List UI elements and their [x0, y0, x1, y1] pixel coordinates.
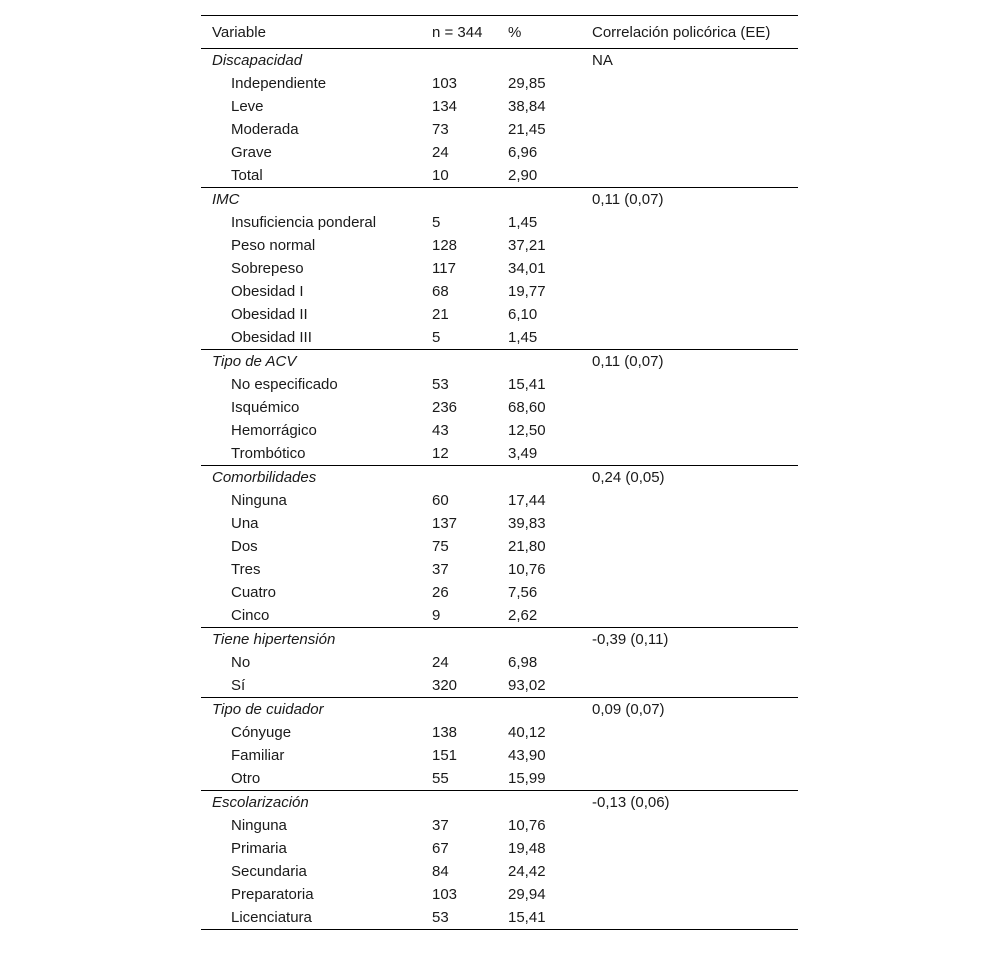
row-percent: 38,84 [508, 98, 546, 115]
row-label: Una [231, 515, 259, 532]
table-row [201, 581, 798, 604]
row-n: 26 [432, 584, 449, 601]
row-percent: 10,76 [508, 817, 546, 834]
header-correlation: Correlación policórica (EE) [592, 24, 771, 41]
group-correlation: 0,11 (0,07) [592, 191, 664, 208]
row-label: Leve [231, 98, 264, 115]
row-percent: 15,99 [508, 770, 546, 787]
row-percent: 34,01 [508, 260, 546, 277]
row-n: 37 [432, 561, 449, 578]
row-n: 103 [432, 75, 458, 92]
row-label: Moderada [231, 121, 299, 138]
row-label: Isquémico [231, 399, 300, 416]
row-n: 10 [432, 167, 449, 184]
table-row [201, 674, 798, 697]
group-row [201, 465, 798, 489]
row-percent: 19,77 [508, 283, 546, 300]
row-n: 134 [432, 98, 458, 115]
group-row [201, 790, 798, 814]
table-row [201, 535, 798, 558]
row-percent: 68,60 [508, 399, 546, 416]
table-row [201, 280, 798, 303]
row-percent: 7,56 [508, 584, 538, 601]
table-row [201, 257, 798, 280]
header-n: n = 344 [432, 24, 483, 41]
row-percent: 24,42 [508, 863, 546, 880]
row-label: Ninguna [231, 492, 287, 509]
row-label: Insuficiencia ponderal [231, 214, 377, 231]
table-row [201, 883, 798, 906]
row-label: No [231, 654, 251, 671]
row-label: Ninguna [231, 817, 287, 834]
group-correlation: 0,11 (0,07) [592, 353, 664, 370]
row-label: Obesidad II [231, 306, 308, 323]
row-label: Cónyuge [231, 724, 292, 741]
row-n: 21 [432, 306, 449, 323]
table-row [201, 721, 798, 744]
table-row [201, 651, 798, 674]
row-percent: 19,48 [508, 840, 546, 857]
group-row [201, 187, 798, 211]
table-row [201, 326, 798, 349]
table-body [201, 49, 798, 929]
row-percent: 17,44 [508, 492, 546, 509]
row-percent: 12,50 [508, 422, 546, 439]
row-percent: 15,41 [508, 376, 546, 393]
row-percent: 2,90 [508, 167, 538, 184]
row-label: Total [231, 167, 263, 184]
row-percent: 43,90 [508, 747, 546, 764]
row-percent: 93,02 [508, 677, 546, 694]
row-n: 53 [432, 376, 449, 393]
row-percent: 15,41 [508, 909, 546, 926]
table-row [201, 72, 798, 95]
row-n: 9 [432, 607, 441, 624]
row-n: 37 [432, 817, 449, 834]
row-percent: 37,21 [508, 237, 546, 254]
row-n: 5 [432, 329, 441, 346]
row-label: Obesidad III [231, 329, 312, 346]
group-correlation: 0,24 (0,05) [592, 469, 665, 486]
table-row [201, 118, 798, 141]
data-table [201, 15, 798, 930]
table-row [201, 303, 798, 326]
row-percent: 21,45 [508, 121, 546, 138]
row-percent: 2,62 [508, 607, 538, 624]
row-n: 73 [432, 121, 449, 138]
group-label: Tiene hipertensión [212, 631, 336, 648]
row-n: 5 [432, 214, 441, 231]
group-correlation: -0,13 (0,06) [592, 794, 670, 811]
group-label: Escolarización [212, 794, 309, 811]
group-row [201, 49, 798, 72]
row-label: Independiente [231, 75, 327, 92]
group-label: IMC [212, 191, 240, 208]
table-row [201, 906, 798, 929]
table-header [201, 16, 798, 49]
row-n: 68 [432, 283, 449, 300]
row-n: 320 [432, 677, 458, 694]
row-percent: 21,80 [508, 538, 546, 555]
row-label: Otro [231, 770, 261, 787]
row-label: Secundaria [231, 863, 307, 880]
row-n: 103 [432, 886, 458, 903]
group-correlation: 0,09 (0,07) [592, 701, 665, 718]
row-label: No especificado [231, 376, 338, 393]
row-n: 60 [432, 492, 449, 509]
row-label: Obesidad I [231, 283, 304, 300]
row-n: 151 [432, 747, 458, 764]
row-label: Peso normal [231, 237, 316, 254]
row-n: 43 [432, 422, 449, 439]
row-n: 75 [432, 538, 449, 555]
group-correlation: -0,39 (0,11) [592, 631, 669, 648]
row-n: 67 [432, 840, 449, 857]
row-n: 84 [432, 863, 449, 880]
row-n: 24 [432, 144, 449, 161]
row-percent: 6,98 [508, 654, 538, 671]
row-label: Primaria [231, 840, 287, 857]
row-n: 137 [432, 515, 458, 532]
table-row [201, 860, 798, 883]
table-row [201, 234, 798, 257]
table-row [201, 512, 798, 535]
row-percent: 1,45 [508, 214, 538, 231]
table-row [201, 95, 798, 118]
row-percent: 6,96 [508, 144, 538, 161]
row-label: Trombótico [231, 445, 306, 462]
row-percent: 10,76 [508, 561, 546, 578]
row-percent: 29,85 [508, 75, 546, 92]
row-n: 12 [432, 445, 449, 462]
table-row [201, 396, 798, 419]
group-label: Discapacidad [212, 52, 303, 69]
row-label: Dos [231, 538, 258, 555]
row-n: 117 [432, 260, 456, 277]
row-label: Licenciatura [231, 909, 312, 926]
table-row [201, 744, 798, 767]
group-label: Comorbilidades [212, 469, 317, 486]
table-row [201, 442, 798, 465]
row-percent: 39,83 [508, 515, 546, 532]
table-row [201, 814, 798, 837]
row-percent: 29,94 [508, 886, 546, 903]
row-label: Cinco [231, 607, 270, 624]
row-n: 24 [432, 654, 449, 671]
row-percent: 40,12 [508, 724, 546, 741]
row-label: Cuatro [231, 584, 277, 601]
table-row [201, 373, 798, 396]
table-row [201, 489, 798, 512]
table-row [201, 837, 798, 860]
row-n: 236 [432, 399, 458, 416]
group-row [201, 349, 798, 373]
row-label: Hemorrágico [231, 422, 317, 439]
group-label: Tipo de ACV [212, 353, 297, 370]
row-percent: 3,49 [508, 445, 538, 462]
table-row [201, 141, 798, 164]
group-row [201, 627, 798, 651]
table-row [201, 211, 798, 234]
row-n: 55 [432, 770, 449, 787]
table-row [201, 558, 798, 581]
row-label: Preparatoria [231, 886, 314, 903]
table-row [201, 604, 798, 627]
header-percent: % [508, 24, 522, 41]
row-label: Sobrepeso [231, 260, 304, 277]
row-label: Grave [231, 144, 272, 161]
row-label: Tres [231, 561, 261, 578]
row-n: 128 [432, 237, 458, 254]
table-row [201, 767, 798, 790]
row-label: Sí [231, 677, 246, 694]
row-percent: 1,45 [508, 329, 538, 346]
group-row [201, 697, 798, 721]
row-n: 138 [432, 724, 458, 741]
row-n: 53 [432, 909, 449, 926]
table-row [201, 164, 798, 187]
row-label: Familiar [231, 747, 285, 764]
group-label: Tipo de cuidador [212, 701, 324, 718]
table-row [201, 419, 798, 442]
group-correlation: NA [592, 52, 613, 69]
header-variable: Variable [212, 24, 266, 41]
row-percent: 6,10 [508, 306, 538, 323]
